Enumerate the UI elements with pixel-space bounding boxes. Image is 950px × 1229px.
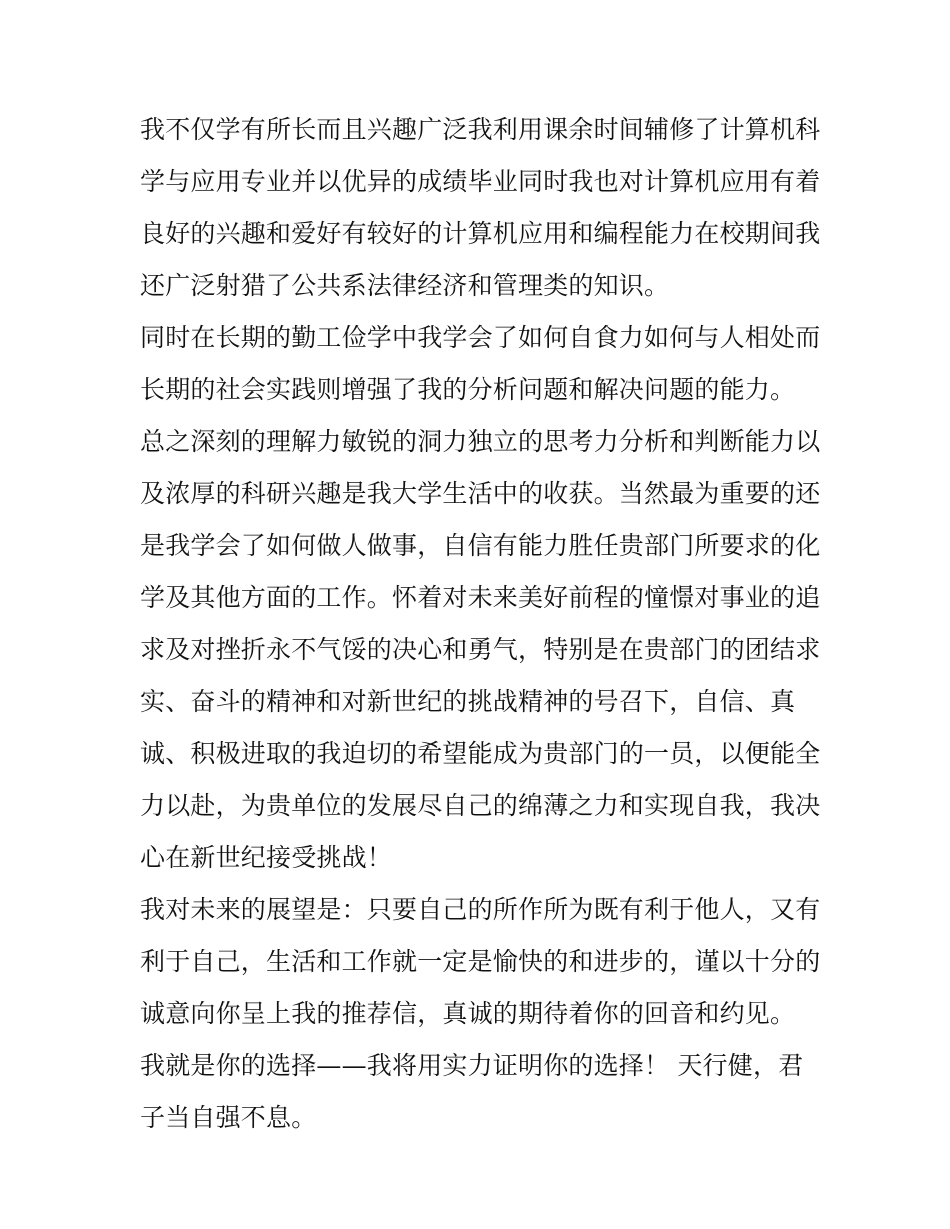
text-line: 是我学会了如何做人做事，自信有能力胜任贵部门所要求的化	[140, 531, 821, 560]
text-line: 我对未来的展望是：只要自己的所作所为既有利于他人，又有	[140, 895, 821, 924]
text-line: 同时在长期的勤工俭学中我学会了如何自食力如何与人相处而	[140, 323, 821, 352]
text-line: 求及对挫折永不气馁的决心和勇气，特别是在贵部门的团结求	[140, 635, 821, 664]
letter-body	[140, 104, 820, 1144]
text-line: 实、奋斗的精神和对新世纪的挑战精神的号召下，自信、真	[140, 687, 796, 716]
text-line: 学及其他方面的工作。怀着对未来美好前程的憧憬对事业的追	[140, 583, 821, 612]
text-line: 力以赴，为贵单位的发展尽自己的绵薄之力和实现自我，我决	[140, 791, 821, 820]
text-line: 总之深刻的理解力敏锐的洞力独立的思考力分析和判断能力以	[140, 427, 821, 456]
text-line: 还广泛射猎了公共系法律经济和管理类的知识。	[140, 271, 670, 300]
text-line: 我不仅学有所长而且兴趣广泛我利用课余时间辅修了计算机科	[140, 115, 821, 144]
text-line: 心在新世纪接受挑战！	[140, 843, 393, 872]
text-line: 诚意向你呈上我的推荐信，真诚的期待着你的回音和约见。	[140, 999, 796, 1028]
text-line: 子当自强不息。	[140, 1103, 317, 1132]
text-line: 长期的社会实践则增强了我的分析问题和解决问题的能力。	[140, 375, 796, 404]
text-line: 良好的兴趣和爱好有较好的计算机应用和编程能力在校期间我	[140, 219, 821, 248]
text-line: 学与应用专业并以优异的成绩毕业同时我也对计算机应用有着	[140, 167, 821, 196]
text-line: 诚、积极进取的我迫切的希望能成为贵部门的一员，以便能全	[140, 739, 821, 768]
text-line: 我就是你的选择——我将用实力证明你的选择！ 天行健，君	[140, 1051, 804, 1080]
text-line: 利于自己，生活和工作就一定是愉快的和进步的，谨以十分的	[140, 947, 821, 976]
text-line: 及浓厚的科研兴趣是我大学生活中的收获。当然最为重要的还	[140, 479, 821, 508]
